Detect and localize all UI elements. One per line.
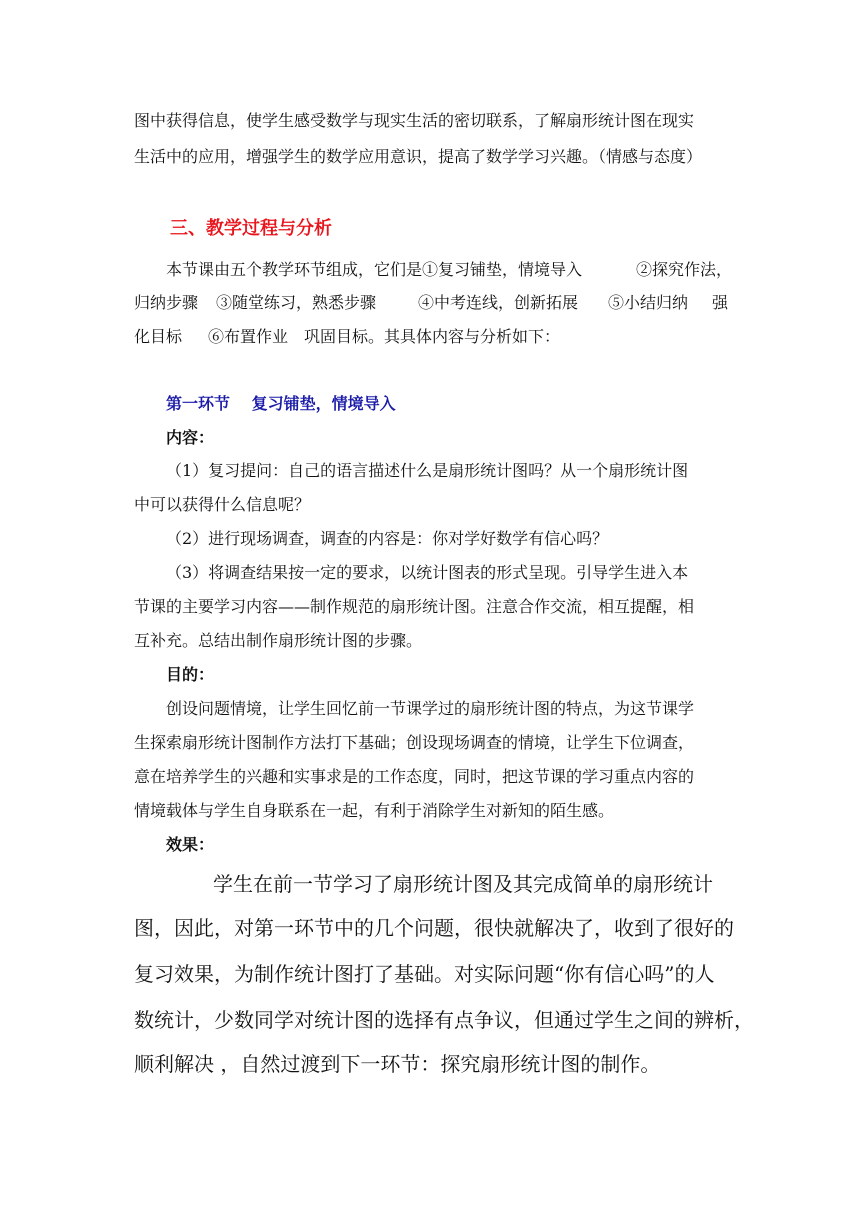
effect-line-1: 学生在前一节学习了扇形统计图及其完成简单的扇形统计 <box>213 872 713 896</box>
intro-line-1: 图中获得信息，使学生感受数学与现实生活的密切联系，了解扇形统计图在现实 <box>134 111 695 130</box>
overview-line-1a: 本节课由五个教学环节组成，它们是①复习铺垫，情境导入 <box>166 260 583 279</box>
overview-line-3b: ⑥布置作业 巩固目标。其具体内容与分析如下： <box>208 327 561 346</box>
content-item-3-line-2: 节课的主要学习内容——制作规范的扇形统计图。注意合作交流，相互提醒，相 <box>134 597 695 616</box>
overview-line-2c: ④中考连线，创新拓展 <box>418 293 579 312</box>
overview-line-3a: 化目标 <box>134 327 183 346</box>
intro-line-2: 生活中的应用，增强学生的数学应用意识，提高了数学学习兴趣。（情感与态度） <box>134 147 703 166</box>
section-heading: 三、教学过程与分析 <box>170 218 332 239</box>
part1-heading: 第一环节 复习铺垫，情境导入 <box>166 394 396 413</box>
content-item-1-line-2: 中可以获得什么信息呢？ <box>134 495 311 514</box>
purpose-line-4: 情境载体与学生自身联系在一起，有利于消除学生对新知的陌生感。 <box>134 801 615 820</box>
purpose-line-3: 意在培养学生的兴趣和实事求是的工作态度，同时，把这节课的学习重点内容的 <box>134 767 695 786</box>
purpose-label: 目的： <box>166 665 215 684</box>
content-label: 内容： <box>166 428 215 447</box>
content-item-3-line-1: （3）将调查结果按一定的要求，以统计图表的形式呈现。引导学生进入本 <box>166 563 689 582</box>
overview-line-2b: ③随堂练习，熟悉步骤 <box>216 293 377 312</box>
content-item-2: （2）进行现场调查，调查的内容是：你对学好数学有信心吗？ <box>166 529 609 548</box>
overview-line-2d: ⑤小结归纳 <box>608 293 689 312</box>
content-item-3-line-3: 互补充。总结出制作扇形统计图的步骤。 <box>134 631 423 650</box>
purpose-line-1: 创设问题情境，让学生回忆前一节课学过的扇形统计图的特点，为这节课学 <box>166 699 695 718</box>
effect-line-3: 复习效果，为制作统计图打了基础。对实际问题“你有信心吗”的人 <box>134 962 715 986</box>
overview-line-2a: 归纳步骤 <box>134 293 199 312</box>
overview-line-1b: ②探究作法， <box>636 260 733 279</box>
effect-label: 效果： <box>166 835 215 854</box>
effect-line-5: 顺利解决 ，自然过渡到下一环节：探究扇形统计图的制作。 <box>134 1052 661 1076</box>
overview-line-2e: 强 <box>712 293 729 312</box>
purpose-line-2: 生探索扇形统计图制作方法打下基础；创设现场调查的情境，让学生下位调查， <box>134 733 695 752</box>
content-item-1-line-1: （1）复习提问：自己的语言描述什么是扇形统计图吗？从一个扇形统计图 <box>166 461 689 480</box>
effect-line-2: 图，因此，对第一环节中的几个问题，很快就解决了，收到了很好的 <box>134 916 734 940</box>
effect-line-4: 数统计，少数同学对统计图的选择有点争议，但通过学生之间的辨析， <box>134 1008 754 1032</box>
